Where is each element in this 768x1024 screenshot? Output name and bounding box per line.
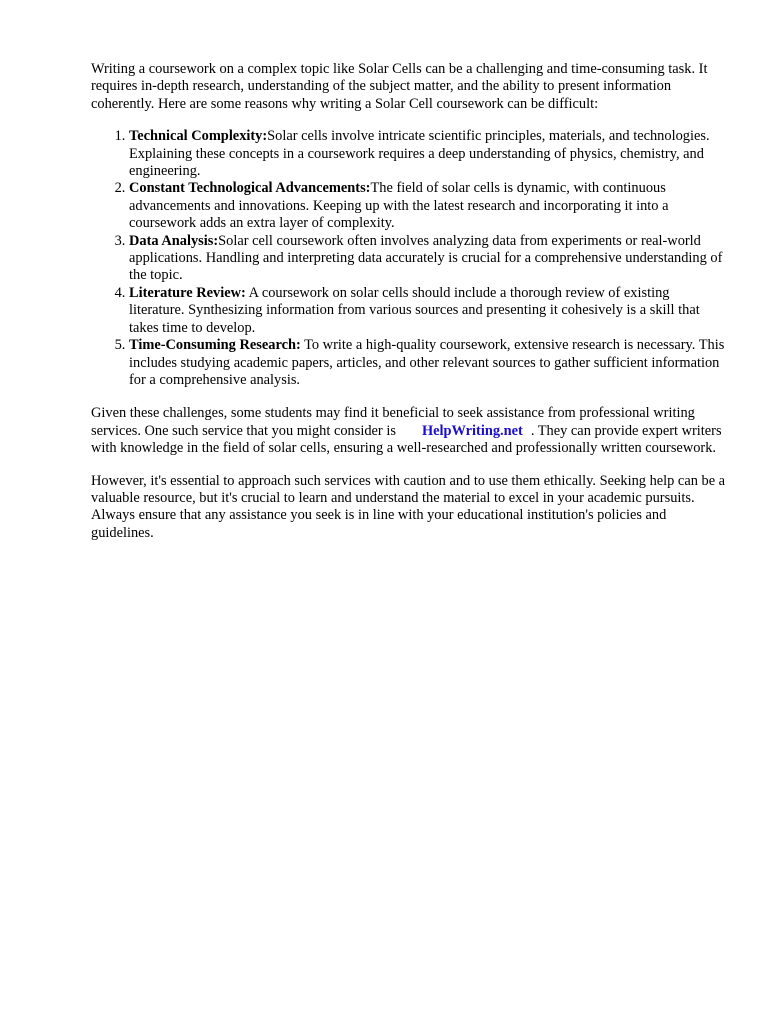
reason-text: The field of solar cells is dynamic, with continuous advancements and innovations. Keeping up with the latest research and incorporating it into a coursework adds an extra layer of complexity. [129, 180, 669, 232]
reason-term: Time-Consuming Research: [129, 337, 301, 354]
list-item [129, 233, 727, 285]
list-item [129, 180, 727, 232]
document-body [91, 61, 727, 557]
reasons-list [91, 128, 727, 389]
list-item [129, 337, 727, 389]
reason-term: Data Analysis: [129, 232, 219, 249]
reason-text: To write a high-quality coursework, extensive research is necessary. This includes studying academic papers, articles, and other relevant sources to gather sufficient information for a comprehensive analysis. [129, 337, 725, 388]
list-item [129, 285, 727, 337]
intro-paragraph: Writing a coursework on a complex topic like Solar Cells can be a challenging and time-consuming task. It requires in-depth research, understanding of the subject matter, and the ability to present information coherently. Here are some reasons why writing a Solar Cell coursework can be difficult: [91, 61, 708, 112]
reason-term: Literature Review: [129, 284, 246, 301]
assistance-text-after: . They can provide expert writers with knowledge in the field of solar cells, ensuring a well-researched and professionally written coursework. [91, 422, 722, 457]
helpwriting-link[interactable]: HelpWriting.net [421, 422, 523, 439]
reason-term: Technical Complexity: [129, 128, 268, 145]
list-item [129, 128, 727, 180]
assistance-text-before: Given these challenges, some students may find it beneficial to seek assistance from professional writing services. One such service that you might consider is [91, 405, 695, 439]
reason-text: Solar cell coursework often involves analyzing data from experiments or real-world applications. Handling and interpreting data accurately is crucial for a comprehensive understanding of the topic. [129, 232, 723, 284]
reason-text: Solar cells involve intricate scientific principles, materials, and technologies. Explaining these concepts in a coursework requires a deep understanding of physics, chemistry, and engineering. [129, 128, 710, 180]
closing-paragraph: However, it's essential to approach such services with caution and to use them ethically. Seeking help can be a valuable resource, but it's crucial to learn and understand the material to excel in your academic pursuits. Always ensure that any assistance you seek is in line with your educational institution's policies and guidelines. [91, 472, 726, 541]
reason-term: Constant Technological Advancements: [129, 180, 371, 197]
assistance-paragraph [91, 405, 727, 457]
reason-text: A coursework on solar cells should include a thorough review of existing literature. Synthesizing information from various sources and presenting it cohesively is a skill that takes time to develop. [129, 284, 700, 336]
